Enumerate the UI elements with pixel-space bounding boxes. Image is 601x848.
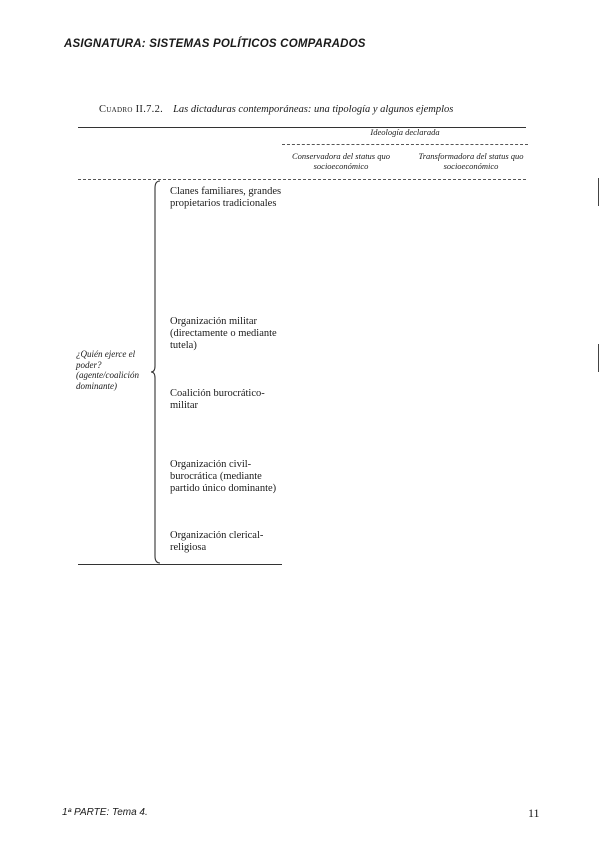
table-bottom-rule <box>78 564 282 565</box>
group-header-rule <box>282 144 528 145</box>
category-militar: Organización militar (directamente o mediante tutela) <box>170 316 277 351</box>
row-header: ¿Quién ejerce el poder? (agente/coalición dominante) <box>76 349 139 391</box>
column-header-transformadora: Transformadora del status quo socioeconómico <box>418 151 524 171</box>
curly-brace-icon <box>150 180 164 564</box>
group-header: Ideología declarada <box>370 127 440 137</box>
category-clerical: Organización clerical-religiosa <box>170 530 264 553</box>
scan-edge-mark <box>598 344 599 372</box>
category-clanes: Clanes familiares, grandes propietarios tradicionales <box>170 186 282 209</box>
column-header-conservadora: Conservadora del status quo socioeconómico <box>292 151 390 171</box>
footer-section: 1ª PARTE: Tema 4. <box>62 807 148 818</box>
caption-label: Cuadro II.7.2. <box>99 104 164 115</box>
caption-title: Las dictaduras contemporáneas: una tipología y algunos ejemplos <box>173 104 454 115</box>
page-number: 11 <box>528 806 540 820</box>
scan-edge-mark <box>598 178 599 206</box>
header-bottom-rule <box>78 179 526 180</box>
page-header: ASIGNATURA: SISTEMAS POLÍTICOS COMPARADOS <box>64 38 366 50</box>
category-civil-burocratica: Organización civil-burocrática (mediante partido único dominante) <box>170 459 277 494</box>
table-caption <box>99 104 453 115</box>
category-burocratico-militar: Coalición burocrático-militar <box>170 388 265 411</box>
